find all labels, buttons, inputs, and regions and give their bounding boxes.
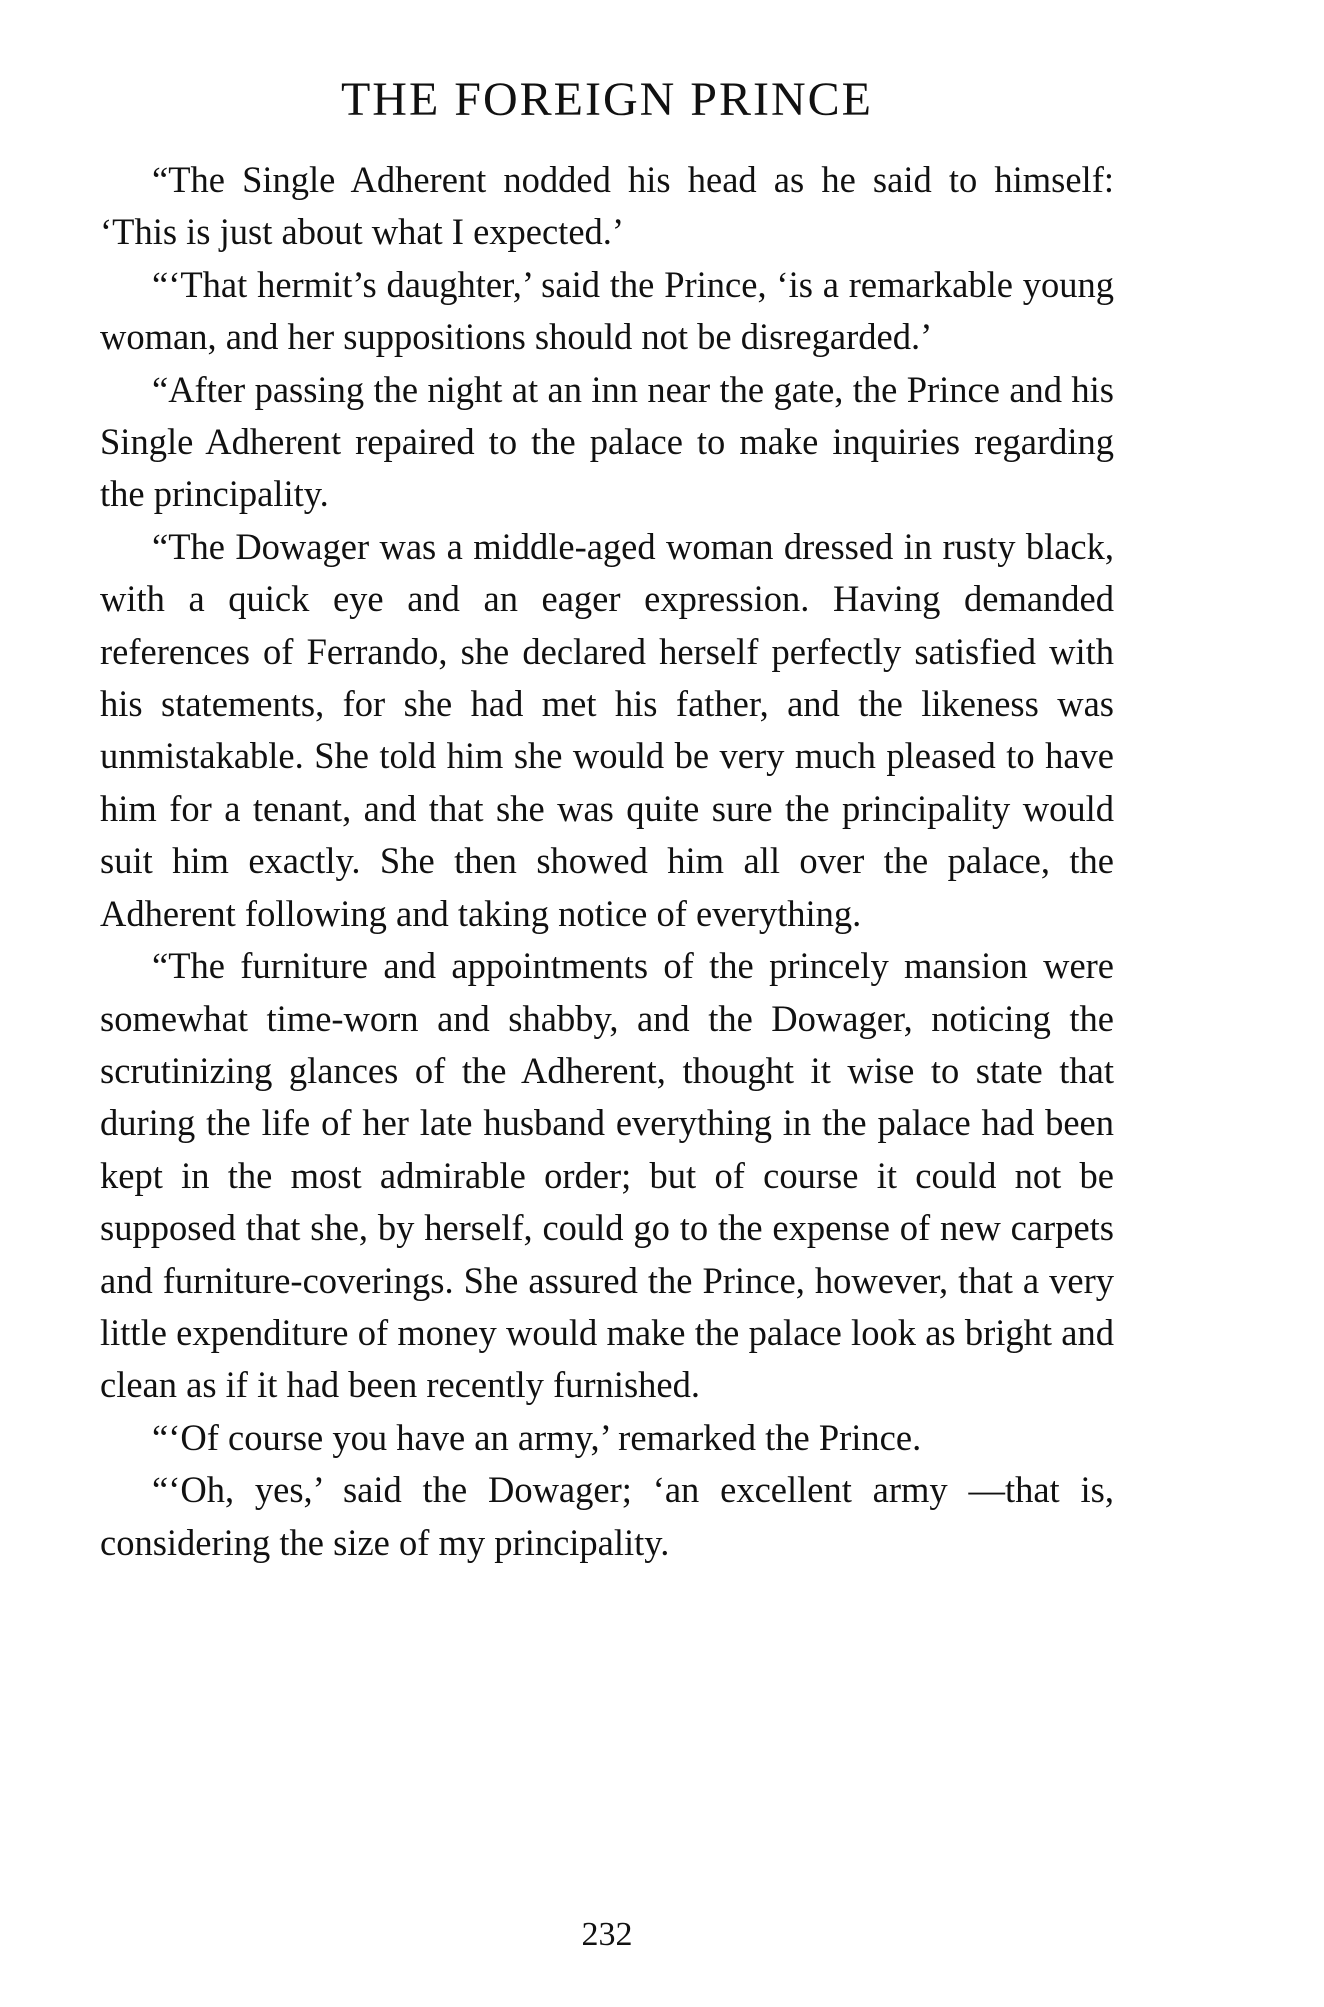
book-page (100, 60, 1114, 1953)
page-number: 232 (581, 1916, 633, 1953)
paragraph: “‘Of course you have an army,’ remarked the Prince. (152, 1416, 922, 1458)
body-text (100, 154, 1114, 1569)
paragraph: “The Single Adherent nodded his head as he said to himself: ‘This is just about what I expected.’ (100, 159, 1114, 253)
paragraph: “After passing the night at an inn near the gate, the Prince and his Single Adherent repaired to the palace to make inquiries regarding the principality. (100, 368, 1114, 515)
paragraph: “The Dowager was a middle-aged woman dressed in rusty black, with a quick eye and an eager expression. Having demanded references of Ferrando, she declared herself perfectly satisfied with his statements, for she had met his father, and the likeness was unmistakable. She told him she would be very much pleased to have him for a tenant, and that she was quite sure the principality would suit him exactly. She then showed him all over the palace, the Adherent following and taking notice of everything. (100, 525, 1114, 934)
running-head: THE FOREIGN PRINCE (340, 73, 873, 126)
paragraph: “‘Oh, yes,’ said the Dowager; ‘an excellent army —that is, considering the size of my principality. (100, 1469, 1114, 1563)
paragraph: “The furniture and appointments of the princely mansion were somewhat time-worn and shabby, and the Dowager, noticing the scrutinizing glances of the Adherent, thought it wise to state that during the life of her late husband everything in the palace had been kept in the most admirable order; but of course it could not be supposed that she, by herself, could go to the expense of new carpets and furniture-coverings. She assured the Prince, however, that a very little expenditure of money would make the palace look as bright and clean as if it had been recently furnished. (100, 945, 1114, 1406)
paragraph: “‘That hermit’s daughter,’ said the Prince, ‘is a remarkable young woman, and her suppositions should not be disregarded.’ (100, 263, 1114, 358)
